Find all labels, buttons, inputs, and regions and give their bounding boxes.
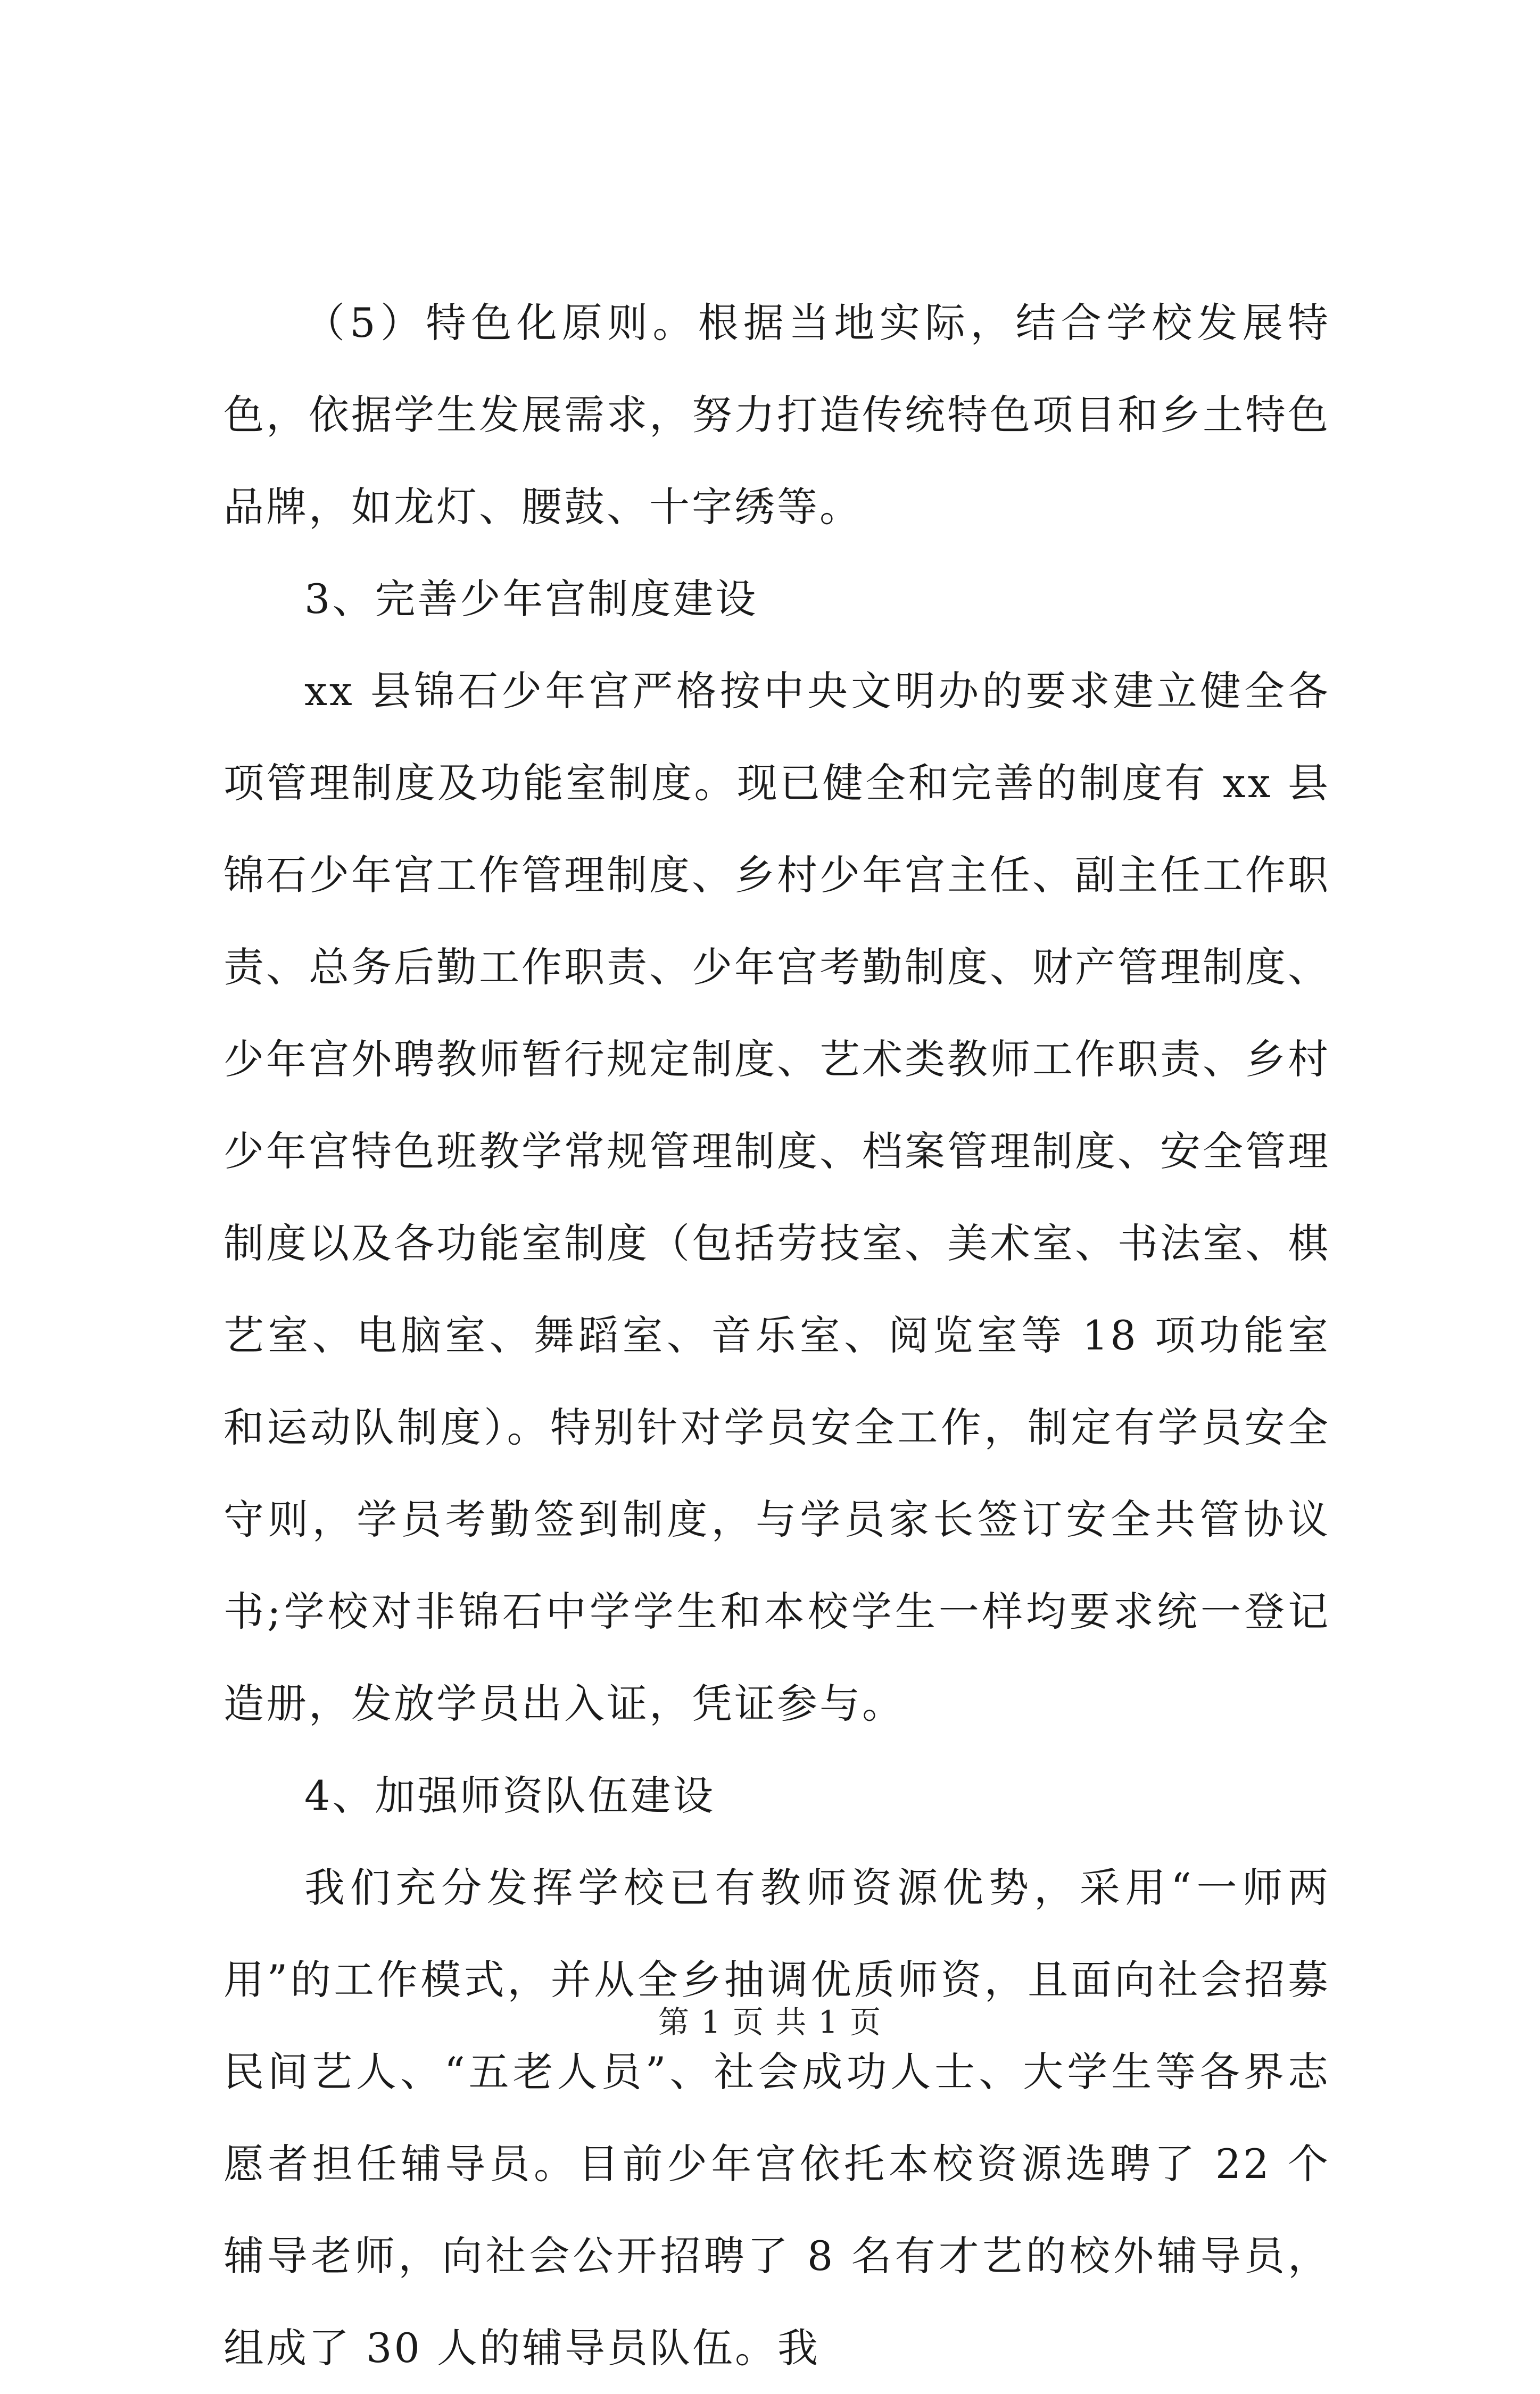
heading-section-4: 4、加强师资队伍建设 <box>304 1772 716 1819</box>
heading-section-3: 3、完善少年宫制度建设 <box>304 575 758 623</box>
paragraph-teacher-team: 我们充分发挥学校已有教师资源优势，采用“一师两用”的工作模式，并从全乡抽调优质师资，且面向社会招募民间艺人、“五老人员”、社会成功人士、大学生等各界志愿者担任辅导员。目前少年宫依托本校资源选聘了 22 个辅导老师，向社会公开招聘了 8 名有才艺的校外辅导员，组成了 30 人的辅导员队伍。我 <box>223 1864 1330 2372</box>
paragraph-principle-5: （5）特色化原则。根据当地实际，结合学校发展特色，依据学生发展需求，努力打造传统特色项目和乡土特色品牌，如龙灯、腰鼓、十字绣等。 <box>223 299 1330 531</box>
document-body <box>223 277 1330 2394</box>
paragraph-system-construction: xx 县锦石少年宫严格按中央文明办的要求建立健全各项管理制度及功能室制度。现已健全和完善的制度有 xx 县锦石少年宫工作管理制度、乡村少年宫主任、副主任工作职责、总务后勤工作职责、少年宫考勤制度、财产管理制度、少年宫外聘教师暂行规定制度、艺术类教师工作职责、乡村少年宫特色班教学常规管理制度、档案管理制度、安全管理制度以及各功能室制度（包括劳技室、美术室、书法室、棋艺室、电脑室、舞蹈室、音乐室、阅览室等 18 项功能室和运动队制度）。特别针对学员安全工作，制定有学员安全守则，学员考勤签到制度，与学员家长签订安全共管协议书;学校对非锦石中学学生和本校学生一样均要求统一登记造册，发放学员出入证，凭证参与。 <box>223 667 1330 1727</box>
page-footer: 第 1 页 共 1 页 <box>658 2004 882 2040</box>
